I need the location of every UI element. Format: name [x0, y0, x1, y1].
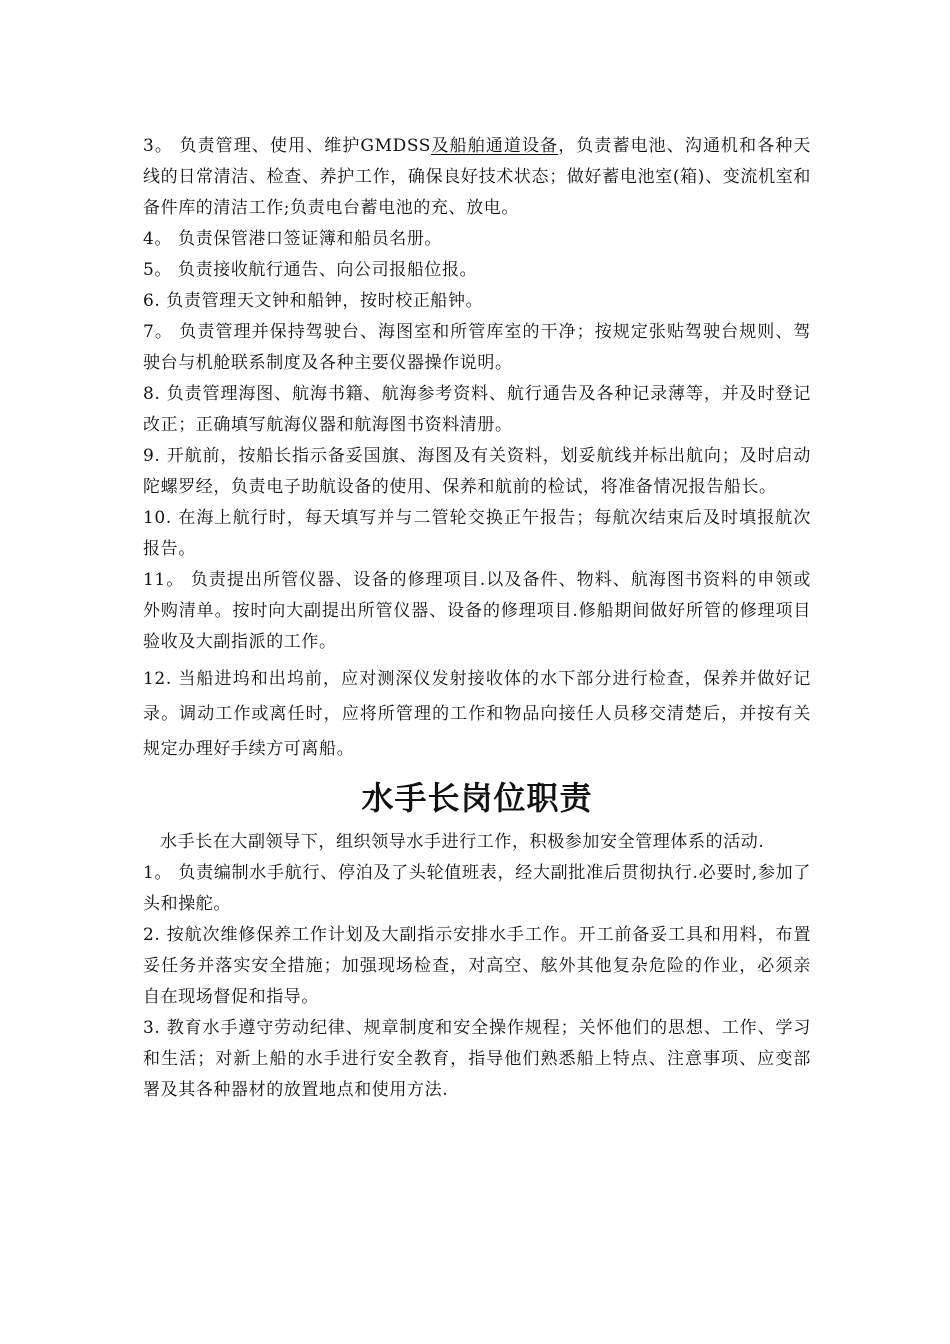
duty-item-11: 11。 负责提出所管仪器、设备的修理项目.以及备件、物料、航海图书资料的申领或外购清单。按时向大副提出所管仪器、设备的修理项目.修船期间做好所管的修理项目验收及大副指派的工作。	[143, 570, 811, 652]
duty-item-9: 9. 开航前，按船长指示备妥国旗、海图及有关资料，划妥航线并标出航向；及时启动陀螺罗经，负责电子助航设备的使用、保养和航前的检试，将准备情况报告船长。	[143, 446, 811, 497]
duty-item-3	[143, 131, 811, 224]
section-title: 水手长岗位职责	[361, 779, 593, 817]
boatswain-item-2: 2. 按航次维修保养工作计划及大副指示安排水手工作。开工前备妥工具和用料，布置妥任务并落实安全措施；加强现场检查，对高空、舷外其他复杂危险的作业，必须亲自在现场督促和指导。	[143, 925, 811, 1007]
duty-item-8: 8. 负责管理海图、航海书籍、航海参考资料、航行通告及各种记录薄等，并及时登记改正；正确填写航海仪器和航海图书资料清册。	[143, 384, 811, 435]
duty-item-3-prefix: 3。 负责管理、使用、维护GMDSS	[143, 136, 432, 156]
duty-item-5: 5。 负责接收航行通告、向公司报船位报。	[143, 260, 478, 280]
duty-item-6: 6. 负责管理天文钟和船钟，按时校正船钟。	[143, 291, 484, 311]
duty-item-12: 12. 当船进坞和出坞前，应对测深仪发射接收体的水下部分进行检查，保养并做好记录。调动工作或离任时，应将所管理的工作和物品向接任人员移交清楚后，并按有关规定办理好手续方可离船。	[143, 669, 811, 759]
section-intro: 水手长在大副领导下，组织领导水手进行工作，积极参加安全管理体系的活动.	[160, 832, 765, 852]
duty-item-3-suffix: ，负责蓄电池、沟通机和各种天线的日常清洁、检查、养护工作，确保良好技术状态；做好蓄电池室(箱)、变流机室和备件库的清洁工作;负责电台蓄电池的充、放电。	[143, 136, 812, 218]
duty-item-3-underlined: 及船舶通道设备	[431, 136, 559, 156]
duty-item-10: 10. 在海上航行时，每天填写并与二管轮交换正午报告；每航次结束后及时填报航次报告。	[143, 508, 811, 559]
duty-item-4: 4。 负责保管港口签证簿和船员名册。	[143, 229, 443, 249]
boatswain-item-1: 1。 负责编制水手航行、停泊及了头轮值班表，经大副批准后贯彻执行.必要时,参加了头和操舵。	[143, 863, 811, 914]
document-body	[143, 131, 811, 1106]
boatswain-item-3: 3. 教育水手遵守劳动纪律、规章制度和安全操作规程；关怀他们的思想、工作、学习和生活；对新上船的水手进行安全教育，指导他们熟悉船上特点、注意事项、应变部署及其各种器材的放置地点和使用方法.	[143, 1018, 811, 1100]
duty-item-7: 7。 负责管理并保持驾驶台、海图室和所管库室的干净；按规定张贴驾驶台规则、驾驶台与机舱联系制度及各种主要仪器操作说明。	[143, 322, 811, 373]
